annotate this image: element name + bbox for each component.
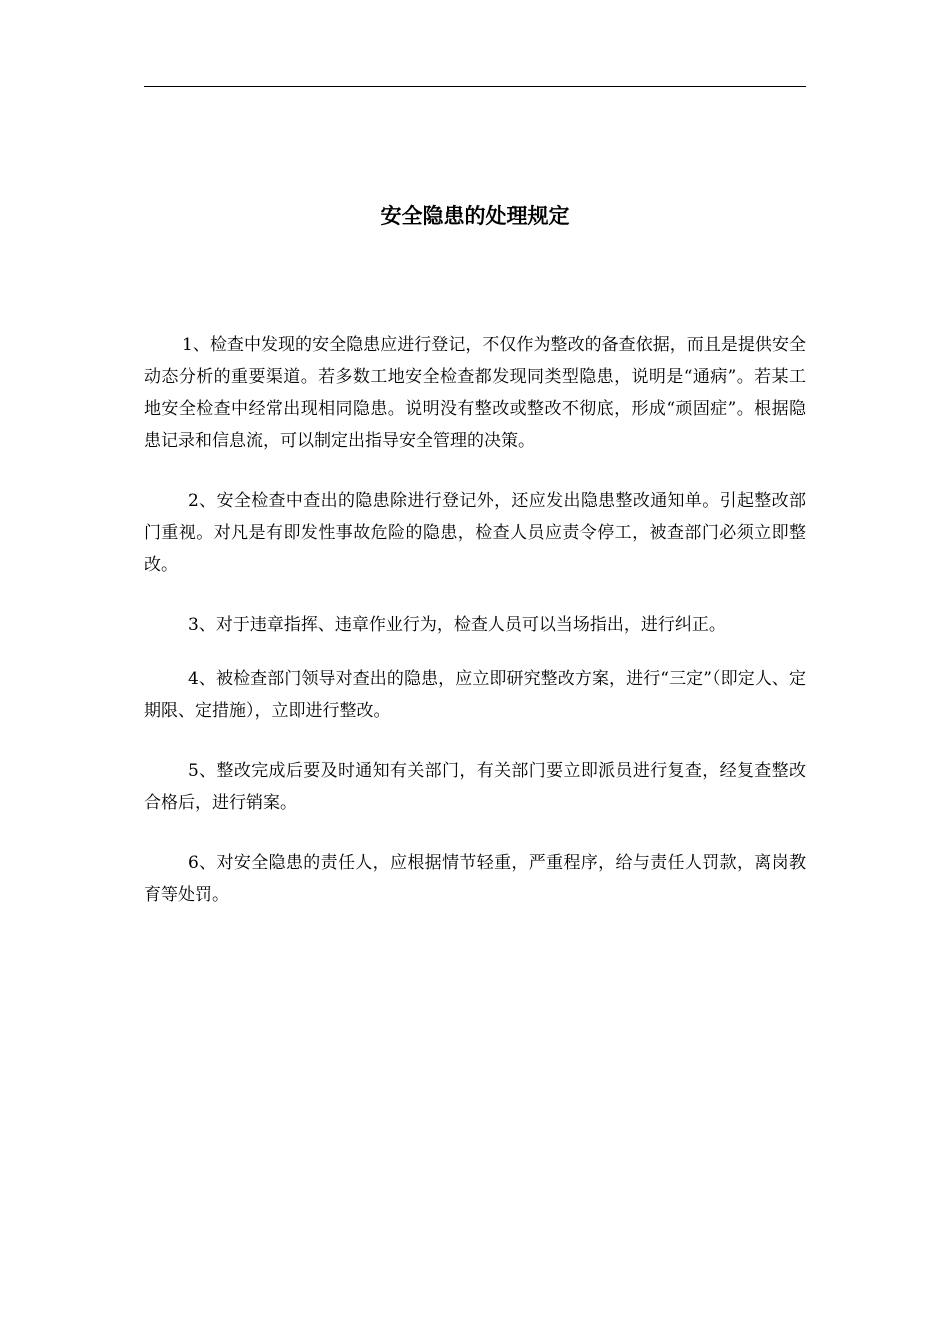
header-rule [144, 86, 806, 87]
document-title: 安全隐患的处理规定 [380, 204, 570, 228]
paragraph-3: 3、对于违章指挥、违章作业行为，检查人员可以当场指出，进行纠正。 [188, 615, 726, 635]
paragraph-2: 2、安全检查中查出的隐患除进行登记外，还应发出隐患整改通知单。引起整改部门重视。对凡是有即发性事故危险的隐患，检查人员应责令停工，被查部门必须立即整改。 [144, 491, 806, 575]
paragraph-4: 4、被检查部门领导对查出的隐患，应立即研究整改方案，进行“三定”（即定人、定期限、定措施），立即进行整改。 [144, 669, 806, 721]
paragraph-1: 1、检查中发现的安全隐患应进行登记，不仅作为整改的备查依据，而且是提供安全动态分析的重要渠道。若多数工地安全检查都发现同类型隐患，说明是“通病”。若某工地安全检查中经常出现相同隐患。说明没有整改或整改不彻底，形成“顽固症”。根据隐患记录和信息流，可以制定出指导安全管理的决策。 [144, 335, 806, 451]
document-body [144, 329, 806, 939]
paragraph-5: 5、整改完成后要及时通知有关部门，有关部门要立即派员进行复查，经复查整改合格后，进行销案。 [144, 761, 806, 813]
paragraph-6: 6、对安全隐患的责任人，应根据情节轻重，严重程序，给与责任人罚款，离岗教育等处罚。 [144, 853, 806, 905]
